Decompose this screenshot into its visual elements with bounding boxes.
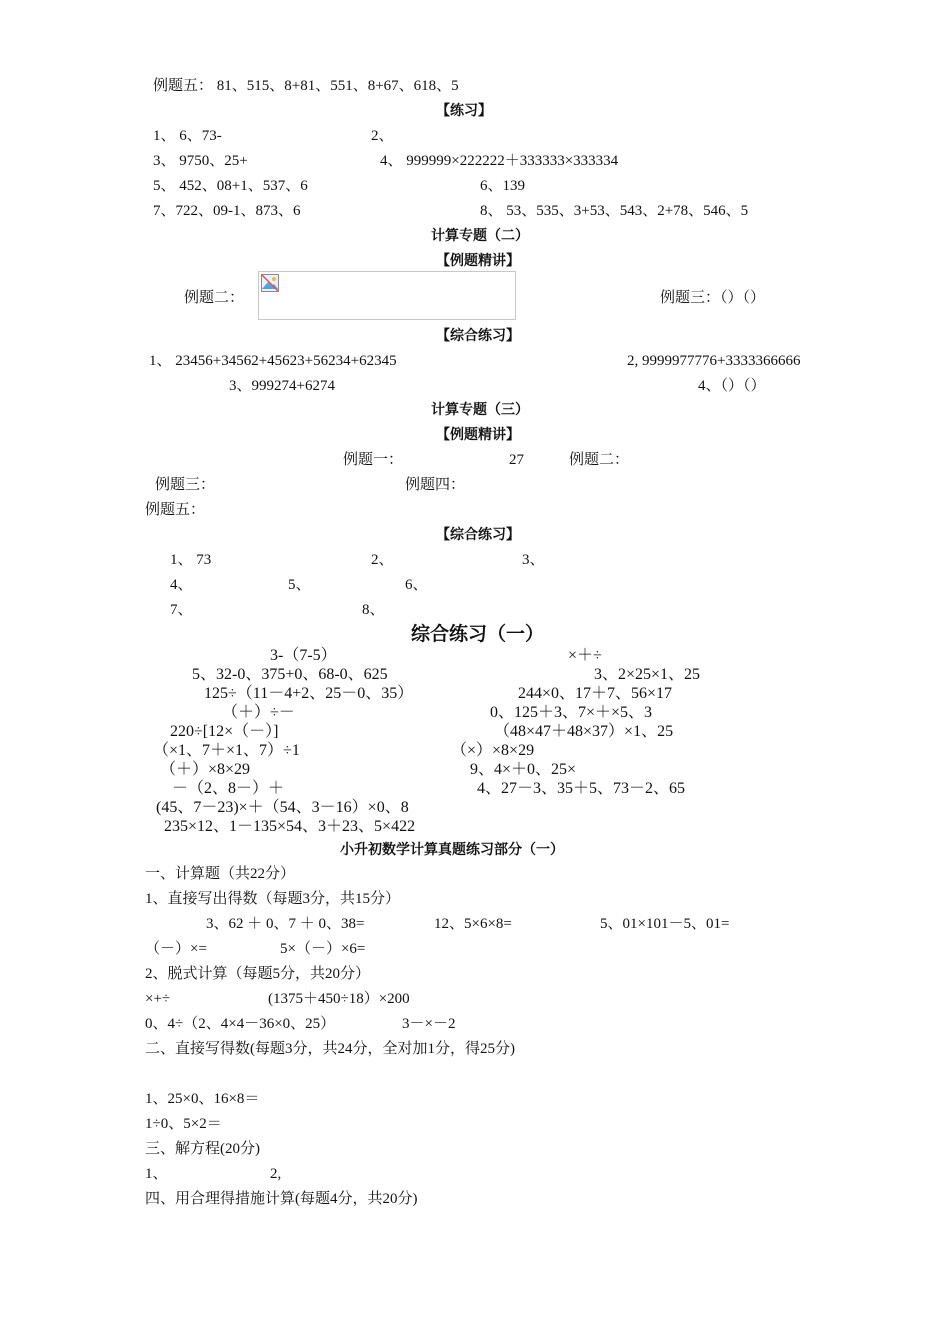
section2-item-1: 1、 23456+34562+45623+56234+62345: [149, 353, 397, 369]
exam-line-18: 2,: [270, 1166, 282, 1182]
section3-example5: 例题五：: [145, 502, 206, 518]
practice-item-6: 6、139: [480, 178, 526, 194]
section3-item-2: 2、: [371, 552, 394, 568]
section3-item-5: 5、: [288, 577, 311, 593]
exam-line-15: 1÷0、5×2＝: [145, 1116, 222, 1132]
section2-explain-heading: 【例题精讲】: [436, 253, 520, 269]
composite1-line-2: ×＋÷: [568, 647, 602, 664]
composite1-line-5: 125÷（11－4+2、25－0、35）: [204, 685, 414, 702]
exam-line-10: (1375＋450÷18）×200: [268, 991, 410, 1007]
exam-line-1: 一、计算题（共22分）: [145, 866, 296, 882]
exam-line-14: 1、25×0、16×8＝: [145, 1091, 260, 1107]
broken-image-icon: [261, 274, 279, 292]
exam-line-6: （－）×=: [145, 941, 207, 957]
practice-item-1: 1、 6、73-: [153, 128, 222, 144]
exam-title: 小升初数学计算真题练习部分（一）: [340, 842, 564, 858]
section2-item-3: 3、999274+6274: [229, 378, 335, 394]
practice-item-5: 5、 452、08+1、537、6: [153, 178, 308, 194]
composite1-line-9: 220÷[12×（－）]: [170, 723, 279, 740]
section2-title: 计算专题（二）: [431, 228, 529, 244]
exam-line-11: 0、4÷（2、4×4－36×0、25）: [145, 1016, 336, 1032]
composite1-line-15: －（2、8－）＋: [172, 780, 285, 797]
section3-item-4: 4、: [170, 577, 193, 593]
composite1-title: 综合练习（一）: [411, 623, 545, 645]
practice-item-2: 2、: [371, 128, 394, 144]
composite1-line-14: 9、4×＋0、25×: [470, 761, 577, 778]
composite1-line-3: 5、32-0、375+0、68-0、625: [192, 666, 388, 683]
section2-practice-heading: 【综合练习】: [436, 328, 520, 344]
exam-line-17: 1、: [145, 1166, 168, 1182]
composite1-line-1: 3-（7-5）: [270, 647, 337, 664]
composite1-line-17: (45、7－23)×＋（54、3－16）×0、8: [156, 799, 409, 816]
composite1-line-11: （×1、7＋×1、7）÷1: [153, 742, 300, 759]
exam-line-5: 5、01×101－5、01=: [600, 916, 730, 932]
practice-heading: 【练习】: [436, 103, 492, 119]
practice-item-3: 3、 9750、25+: [153, 153, 248, 169]
section2-item-4: 4、（）（）: [698, 378, 766, 394]
composite1-line-13: （＋）×8×29: [160, 761, 251, 778]
practice-item-7: 7、722、09-1、873、6: [153, 203, 301, 219]
composite1-line-8: 0、125＋3、7×＋×5、3: [490, 704, 653, 721]
section3-value-27: 27: [509, 452, 524, 468]
exam-line-2: 1、直接写出得数（每题3分，共15分）: [145, 891, 401, 907]
section3-item-8: 8、: [362, 602, 385, 618]
exam-line-13: 二、直接写得数(每题3分，共24分，全对加1分，得25分): [145, 1041, 515, 1057]
broken-image-placeholder: [258, 271, 516, 320]
composite1-line-6: 244×0、17＋7、56×17: [518, 685, 673, 702]
section3-title: 计算专题（三）: [431, 402, 529, 418]
section2-example3: 例题三：（）（）: [660, 290, 766, 306]
exam-line-9: ×+÷: [145, 991, 171, 1007]
section3-explain-heading: 【例题精讲】: [436, 427, 520, 443]
example5-line: 例题五： 81、515、8+81、551、8+67、618、5: [153, 78, 459, 94]
composite1-line-16: 4、27－3、35＋5、73－2、65: [477, 780, 686, 797]
exam-line-19: 四、用合理得措施计算(每题4分，共20分): [145, 1191, 418, 1207]
composite1-line-12: （×）×8×29: [451, 742, 535, 759]
composite1-line-7: （＋）÷－: [222, 704, 295, 721]
section3-example2: 例题二：: [569, 452, 630, 468]
practice-item-4: 4、 999999×222222＋333333×333334: [380, 153, 619, 169]
section2-example2-label: 例题二：: [184, 290, 245, 306]
section3-item-1: 1、 73: [170, 552, 212, 568]
exam-line-3: 3、62 ＋ 0、7 ＋ 0、38=: [206, 916, 365, 932]
composite1-line-4: 3、2×25×1、25: [594, 666, 701, 683]
composite1-line-18: 235×12、1－135×54、3＋23、5×422: [164, 818, 416, 835]
exam-line-12: 3－×－2: [402, 1016, 456, 1032]
exam-line-7: 5×（－）×6=: [280, 941, 366, 957]
section3-example4: 例题四：: [405, 477, 466, 493]
section3-example3: 例题三：: [155, 477, 216, 493]
section3-item-3: 3、: [522, 552, 545, 568]
exam-line-16: 三、解方程(20分): [145, 1141, 260, 1157]
exam-line-4: 12、5×6×8=: [434, 916, 512, 932]
section3-practice-heading: 【综合练习】: [436, 527, 520, 543]
section2-item-2: 2, 9999977776+3333366666: [627, 353, 801, 369]
practice-item-8: 8、 53、535、3+53、543、2+78、546、5: [480, 203, 749, 219]
section3-item-6: 6、: [405, 577, 428, 593]
composite1-line-10: （48×47＋48×37）×1、25: [494, 723, 674, 740]
exam-line-8: 2、脱式计算（每题5分，共20分）: [145, 966, 371, 982]
section3-example1: 例题一：: [343, 452, 404, 468]
section3-item-7: 7、: [170, 602, 193, 618]
